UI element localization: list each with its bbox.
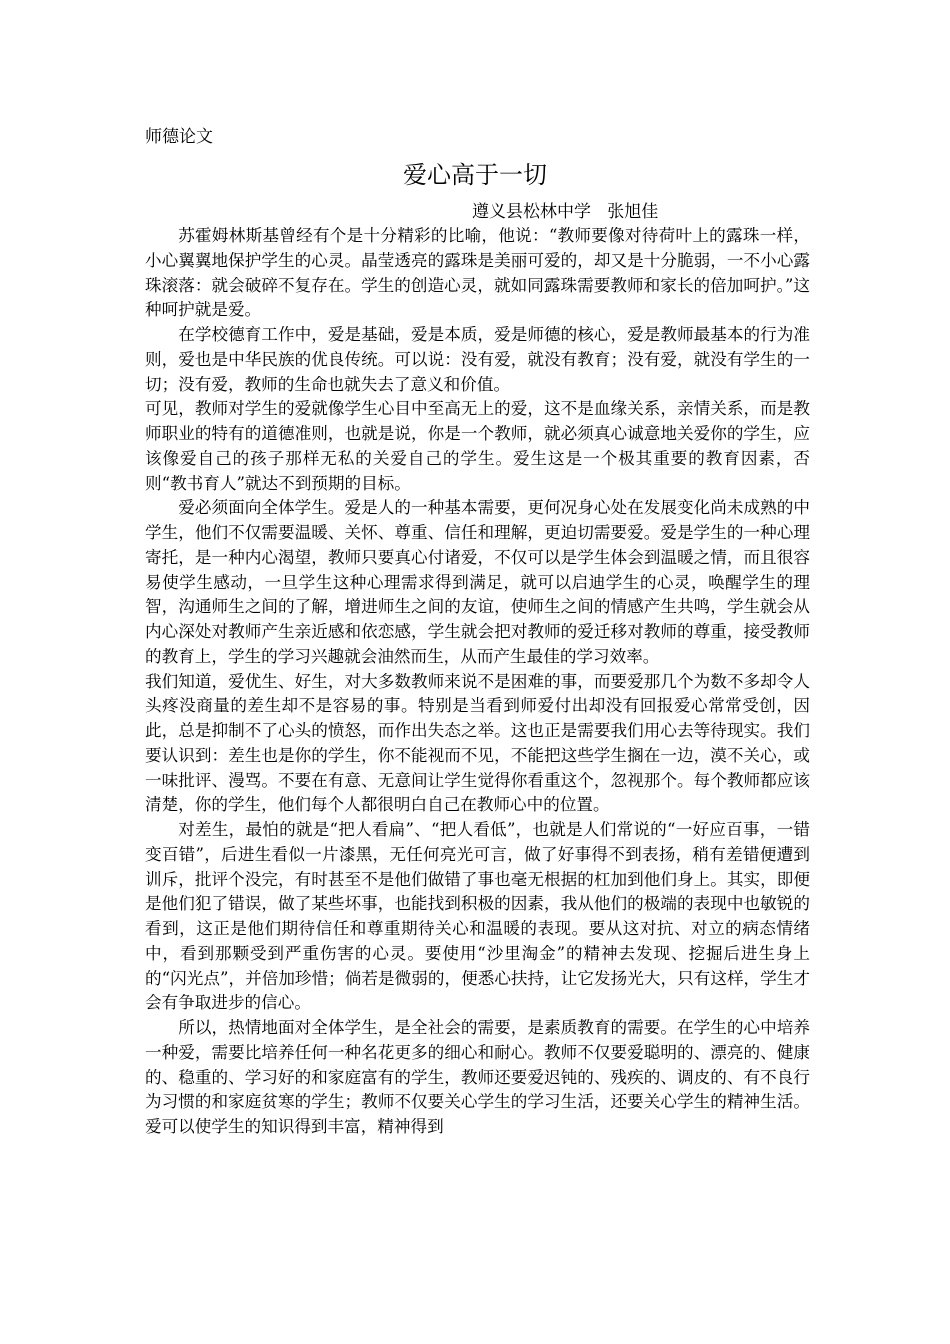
- document-title: 爱心高于一切: [403, 161, 547, 189]
- paragraph-5: 我们知道，爱优生、好生，对大多数教师来说不是困难的事，而要爱那几个为数不多却令人头疼没商量的差生却不是容易的事。特别是当看到师爱付出却没有回报爱心常常受创，因此，总是抑制不了心头的愤怒，而作出失态之举。这也正是需要我们用心去等待现实。我们要认识到：差生也是你的学生，你不能视而不见，不能把这些学生搁在一边，漠不关心，或一味批评、漫骂。不要在有意、无意间让学生觉得你看重这个，忽视那个。每个教师都应该清楚，你的学生，他们每个人都很明白自己在教师心中的位置。: [145, 671, 810, 815]
- document-body: [145, 224, 810, 1140]
- paragraph-2: 在学校德育工作中，爱是基础，爱是本质，爱是师德的核心，爱是教师最基本的行为准则，爱也是中华民族的优良传统。可以说：没有爱，就没有教育；没有爱，就没有学生的一切；没有爱，教师的生命也就失去了意义和价值。: [145, 325, 810, 394]
- document-page: [145, 0, 810, 1344]
- paragraph-3: 可见，教师对学生的爱就像学生心目中至高无上的爱，这不是血缘关系，亲情关系，而是教师职业的特有的道德准则，也就是说，你是一个教师，就必须真心诚意地关爱你的学生，应该像爱自己的孩子那样无私的关爱自己的学生。爱生这是一个极其重要的教育因素，否则“教书育人”就达不到预期的目标。: [145, 399, 810, 493]
- paragraph-7: 所以，热情地面对全体学生，是全社会的需要，是素质教育的需要。在学生的心中培养一种爱，需要比培养任何一种名花更多的细心和耐心。教师不仅要爱聪明的、漂亮的、健康的、稳重的、学习好的和家庭富有的学生，教师还要爱迟钝的、残疾的、调皮的、有不良行为习惯的和家庭贫寒的学生；教师不仅要关心学生的学习生活，还要关心学生的精神生活。爱可以使学生的知识得到丰富，精神得到: [145, 1018, 810, 1136]
- paragraph-6: 对差生，最怕的就是“把人看扁”、“把人看低”，也就是人们常说的“一好应百事，一错变百错”，后进生看似一片漆黑，无任何亮光可言，做了好事得不到表扬，稍有差错便遭到训斥，批评个没完，有时甚至不是他们做错了事也毫无根据的杠加到他们身上。其实，即便是他们犯了错误，做了某些坏事，也能找到积极的因素，我从他们的极端的表现中也敏锐的看到，这正是他们期待信任和尊重期待关心和温暖的表现。要从这对抗、对立的病态情绪中，看到那颗受到严重伤害的心灵。要使用“沙里淘金”的精神去发现、挖掘后进生身上的“闪光点”，并倍加珍惜；倘若是微弱的，便悉心扶持，让它发扬光大，只有这样，学生才会有争取进步的信心。: [145, 820, 810, 1013]
- paragraph-4: 爱必须面向全体学生。爱是人的一种基本需要，更何况身心处在发展变化尚未成熟的中学生，他们不仅需要温暖、关怀、尊重、信任和理解，更迫切需要爱。爱是学生的一种心理寄托，是一种内心渴望，教师只要真心付诸爱，不仅可以是学生体会到温暖之情，而且很容易使学生感动，一旦学生这种心理需求得到满足，就可以启迪学生的心灵，唤醒学生的理智，沟通师生之间的了解，增进师生之间的友谊，使师生之间的情感产生共鸣，学生就会从内心深处对教师产生亲近感和依恋感，学生就会把对教师的爱迁移对教师的尊重，接受教师的教育上，学生的学习兴趣就会油然而生，从而产生最佳的学习效率。: [145, 498, 810, 666]
- document-category: 师德论文: [145, 127, 213, 147]
- paragraph-1: 苏霍姆林斯基曾经有个是十分精彩的比喻，他说：“教师要像对待荷叶上的露珠一样，小心翼翼地保护学生的心灵。晶莹透亮的露珠是美丽可爱的，却又是十分脆弱，一不小心露珠滚落：就会破碎不复存在。学生的创造心灵，就如同露珠需要教师和家长的倍加呵护。”这种呵护就是爱。: [145, 226, 810, 320]
- author-byline: 遵义县松林中学 张旭佳: [472, 202, 659, 222]
